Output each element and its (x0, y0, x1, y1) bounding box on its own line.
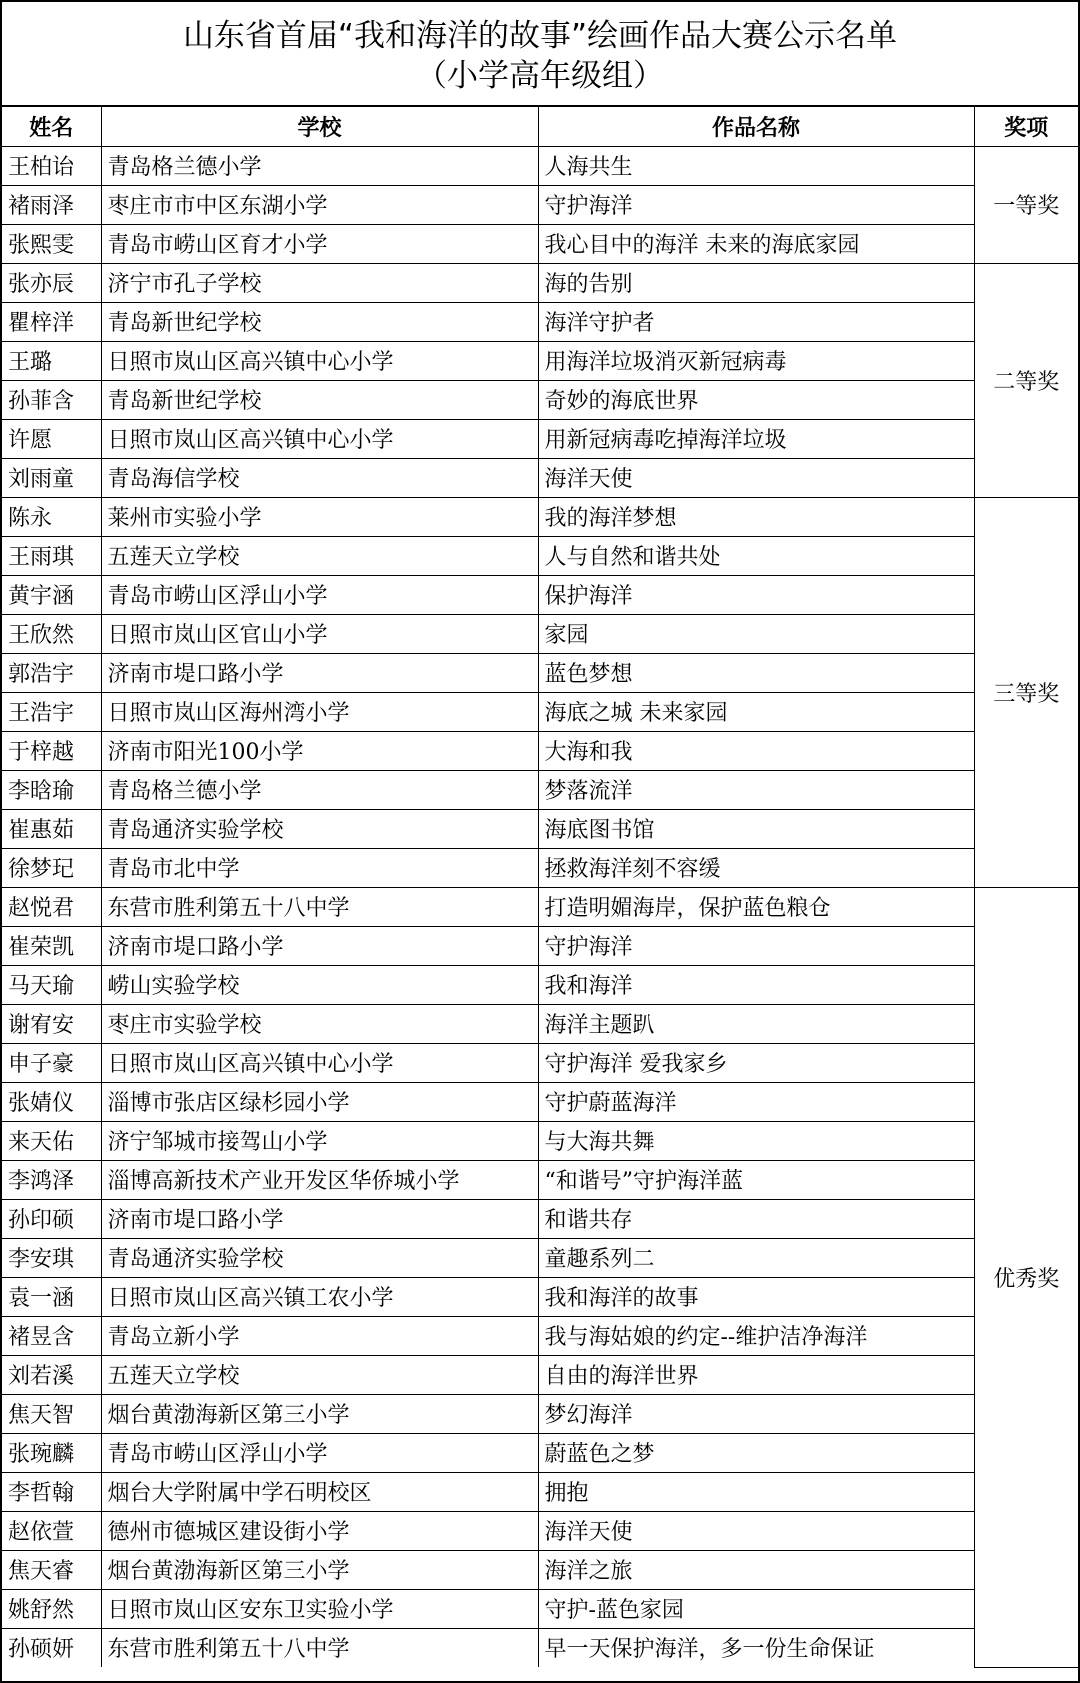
table-row (2, 1160, 1078, 1199)
cell-work: 人海共生 (538, 146, 974, 185)
cell-work: 海洋天使 (538, 1511, 974, 1550)
cell-school: 青岛立新小学 (101, 1316, 538, 1355)
cell-school: 烟台黄渤海新区第三小学 (101, 1394, 538, 1433)
header-work: 作品名称 (538, 107, 974, 146)
cell-school: 淄博市张店区绿杉园小学 (101, 1082, 538, 1121)
cell-name: 刘雨童 (2, 458, 101, 497)
table-row (2, 1550, 1078, 1589)
cell-school: 日照市岚山区官山小学 (101, 614, 538, 653)
cell-name: 李晗瑜 (2, 770, 101, 809)
cell-school: 东营市胜利第五十八中学 (101, 1628, 538, 1667)
cell-work: 海洋之旅 (538, 1550, 974, 1589)
cell-work: 海洋天使 (538, 458, 974, 497)
cell-school: 青岛新世纪学校 (101, 302, 538, 341)
cell-name: 黄宇涵 (2, 575, 101, 614)
table-row (2, 1589, 1078, 1628)
cell-school: 青岛市北中学 (101, 848, 538, 887)
cell-name: 张琬麟 (2, 1433, 101, 1472)
cell-work: 童趣系列二 (538, 1238, 974, 1277)
table-row (2, 1472, 1078, 1511)
cell-name: 张熙雯 (2, 224, 101, 263)
table-row (2, 614, 1078, 653)
table-row (2, 770, 1078, 809)
document-title (2, 2, 1078, 107)
cell-award: 优秀奖 (974, 887, 1078, 1667)
cell-name: 徐梦玘 (2, 848, 101, 887)
table-row (2, 1394, 1078, 1433)
header-award: 奖项 (974, 107, 1078, 146)
cell-work: 大海和我 (538, 731, 974, 770)
cell-name: 刘若溪 (2, 1355, 101, 1394)
cell-work: 梦幻海洋 (538, 1394, 974, 1433)
table-row (2, 848, 1078, 887)
table-row (2, 1433, 1078, 1472)
table-row (2, 809, 1078, 848)
cell-name: 李哲翰 (2, 1472, 101, 1511)
cell-work: 拥抱 (538, 1472, 974, 1511)
cell-work: 自由的海洋世界 (538, 1355, 974, 1394)
cell-name: 王雨琪 (2, 536, 101, 575)
table-body (2, 146, 1078, 1667)
winners-table (2, 107, 1078, 1668)
table-row (2, 497, 1078, 536)
cell-school: 崂山实验学校 (101, 965, 538, 1004)
cell-work: 守护海洋 (538, 926, 974, 965)
table-row (2, 692, 1078, 731)
cell-name: 王浩宇 (2, 692, 101, 731)
cell-school: 青岛通济实验学校 (101, 809, 538, 848)
cell-school: 东营市胜利第五十八中学 (101, 887, 538, 926)
cell-name: 姚舒然 (2, 1589, 101, 1628)
cell-work: “和谐号”守护海洋蓝 (538, 1160, 974, 1199)
cell-name: 赵依萱 (2, 1511, 101, 1550)
cell-school: 济南市堤口路小学 (101, 926, 538, 965)
cell-school: 五莲天立学校 (101, 1355, 538, 1394)
table-row (2, 263, 1078, 302)
table-row (2, 1082, 1078, 1121)
cell-award: 一等奖 (974, 146, 1078, 263)
cell-name: 申子豪 (2, 1043, 101, 1082)
cell-name: 崔荣凯 (2, 926, 101, 965)
cell-school: 五莲天立学校 (101, 536, 538, 575)
cell-name: 孙硕妍 (2, 1628, 101, 1667)
title-line-2: （小学高年级组） (416, 58, 664, 94)
header-name: 姓名 (2, 107, 101, 146)
table-row (2, 458, 1078, 497)
table-row (2, 1277, 1078, 1316)
cell-name: 孙印硕 (2, 1199, 101, 1238)
cell-name: 褚昱含 (2, 1316, 101, 1355)
cell-work: 海底之城 未来家园 (538, 692, 974, 731)
cell-school: 日照市岚山区高兴镇中心小学 (101, 341, 538, 380)
table-row (2, 380, 1078, 419)
cell-work: 海的告别 (538, 263, 974, 302)
table-row (2, 1628, 1078, 1667)
cell-school: 济南市堤口路小学 (101, 653, 538, 692)
cell-school: 德州市德城区建设街小学 (101, 1511, 538, 1550)
cell-work: 我心目中的海洋 未来的海底家园 (538, 224, 974, 263)
table-row (2, 146, 1078, 185)
table-row (2, 1238, 1078, 1277)
table-row (2, 965, 1078, 1004)
cell-school: 青岛格兰德小学 (101, 770, 538, 809)
cell-name: 张婧仪 (2, 1082, 101, 1121)
cell-name: 李鸿泽 (2, 1160, 101, 1199)
cell-name: 陈永 (2, 497, 101, 536)
cell-work: 守护海洋 (538, 185, 974, 224)
cell-school: 济南市堤口路小学 (101, 1199, 538, 1238)
table-row (2, 341, 1078, 380)
cell-work: 我的海洋梦想 (538, 497, 974, 536)
table-row (2, 1043, 1078, 1082)
cell-name: 王欣然 (2, 614, 101, 653)
cell-work: 家园 (538, 614, 974, 653)
cell-school: 日照市岚山区安东卫实验小学 (101, 1589, 538, 1628)
cell-work: 人与自然和谐共处 (538, 536, 974, 575)
cell-work: 奇妙的海底世界 (538, 380, 974, 419)
cell-school: 日照市岚山区海州湾小学 (101, 692, 538, 731)
table-row (2, 1316, 1078, 1355)
table-row (2, 731, 1078, 770)
cell-work: 梦落流洋 (538, 770, 974, 809)
cell-name: 赵悦君 (2, 887, 101, 926)
cell-work: 和谐共存 (538, 1199, 974, 1238)
cell-award: 二等奖 (974, 263, 1078, 497)
cell-name: 崔惠茹 (2, 809, 101, 848)
cell-name: 褚雨泽 (2, 185, 101, 224)
cell-work: 海洋主题趴 (538, 1004, 974, 1043)
cell-name: 焦天睿 (2, 1550, 101, 1589)
table-row (2, 926, 1078, 965)
cell-school: 青岛市崂山区育才小学 (101, 224, 538, 263)
cell-school: 淄博高新技术产业开发区华侨城小学 (101, 1160, 538, 1199)
table-row (2, 887, 1078, 926)
cell-work: 我与海姑娘的约定--维护洁净海洋 (538, 1316, 974, 1355)
table-row (2, 419, 1078, 458)
cell-work: 海洋守护者 (538, 302, 974, 341)
table-row (2, 1199, 1078, 1238)
cell-school: 青岛海信学校 (101, 458, 538, 497)
table-row (2, 224, 1078, 263)
cell-work: 蔚蓝色之梦 (538, 1433, 974, 1472)
table-row (2, 1511, 1078, 1550)
cell-school: 枣庄市实验学校 (101, 1004, 538, 1043)
cell-name: 孙菲含 (2, 380, 101, 419)
cell-work: 守护蔚蓝海洋 (538, 1082, 974, 1121)
cell-school: 枣庄市市中区东湖小学 (101, 185, 538, 224)
cell-work: 早一天保护海洋，多一份生命保证 (538, 1628, 974, 1667)
table-row (2, 302, 1078, 341)
cell-school: 日照市岚山区高兴镇中心小学 (101, 419, 538, 458)
cell-work: 蓝色梦想 (538, 653, 974, 692)
cell-school: 济南市阳光100小学 (101, 731, 538, 770)
cell-school: 日照市岚山区高兴镇工农小学 (101, 1277, 538, 1316)
cell-award: 三等奖 (974, 497, 1078, 887)
cell-school: 莱州市实验小学 (101, 497, 538, 536)
header-row (2, 107, 1078, 146)
cell-work: 守护-蓝色家园 (538, 1589, 974, 1628)
table-row (2, 536, 1078, 575)
cell-work: 守护海洋 爱我家乡 (538, 1043, 974, 1082)
cell-name: 王璐 (2, 341, 101, 380)
header-school: 学校 (101, 107, 538, 146)
cell-work: 我和海洋 (538, 965, 974, 1004)
table-row (2, 1355, 1078, 1394)
cell-name: 袁一涵 (2, 1277, 101, 1316)
cell-work: 用海洋垃圾消灭新冠病毒 (538, 341, 974, 380)
cell-work: 拯救海洋刻不容缓 (538, 848, 974, 887)
table-row (2, 1121, 1078, 1160)
cell-name: 于梓越 (2, 731, 101, 770)
cell-name: 许愿 (2, 419, 101, 458)
cell-work: 用新冠病毒吃掉海洋垃圾 (538, 419, 974, 458)
table-row (2, 575, 1078, 614)
cell-school: 青岛格兰德小学 (101, 146, 538, 185)
cell-work: 我和海洋的故事 (538, 1277, 974, 1316)
cell-school: 济宁市孔子学校 (101, 263, 538, 302)
cell-school: 日照市岚山区高兴镇中心小学 (101, 1043, 538, 1082)
title-line-1: 山东省首届“我和海洋的故事”绘画作品大赛公示名单 (182, 18, 898, 54)
cell-name: 郭浩宇 (2, 653, 101, 692)
table-row (2, 185, 1078, 224)
cell-work: 与大海共舞 (538, 1121, 974, 1160)
cell-work: 海底图书馆 (538, 809, 974, 848)
cell-school: 青岛新世纪学校 (101, 380, 538, 419)
cell-name: 焦天智 (2, 1394, 101, 1433)
cell-name: 王柏诒 (2, 146, 101, 185)
cell-school: 烟台黄渤海新区第三小学 (101, 1550, 538, 1589)
cell-school: 青岛市崂山区浮山小学 (101, 575, 538, 614)
cell-name: 张亦辰 (2, 263, 101, 302)
cell-school: 青岛市崂山区浮山小学 (101, 1433, 538, 1472)
cell-name: 谢宥安 (2, 1004, 101, 1043)
table-row (2, 653, 1078, 692)
cell-name: 瞿梓洋 (2, 302, 101, 341)
cell-work: 保护海洋 (538, 575, 974, 614)
cell-name: 来天佑 (2, 1121, 101, 1160)
table-row (2, 1004, 1078, 1043)
cell-school: 烟台大学附属中学石明校区 (101, 1472, 538, 1511)
cell-name: 马天瑜 (2, 965, 101, 1004)
cell-name: 李安琪 (2, 1238, 101, 1277)
cell-school: 济宁邹城市接驾山小学 (101, 1121, 538, 1160)
cell-school: 青岛通济实验学校 (101, 1238, 538, 1277)
cell-work: 打造明媚海岸，保护蓝色粮仓 (538, 887, 974, 926)
